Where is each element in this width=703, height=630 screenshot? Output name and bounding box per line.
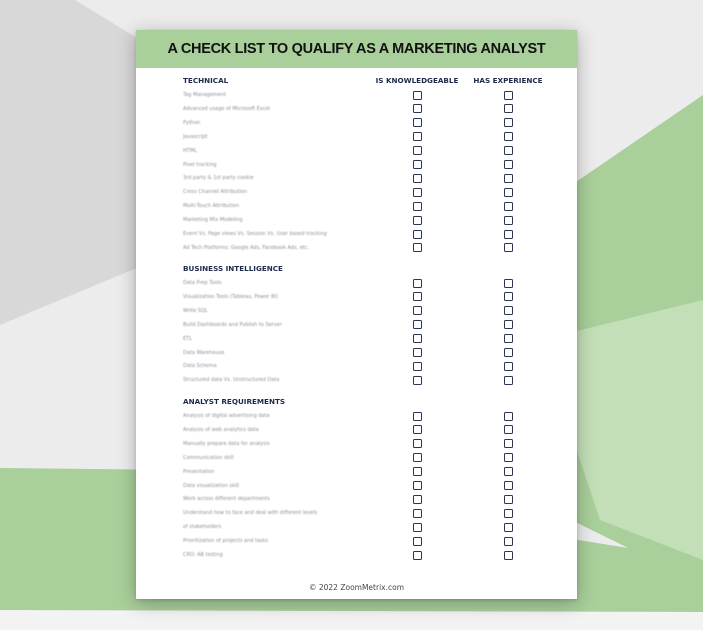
knowledgeable-checkbox[interactable]	[413, 146, 422, 155]
list-item: Data Prep Tools	[183, 280, 222, 286]
knowledgeable-checkbox[interactable]	[413, 481, 422, 490]
knowledgeable-checkbox[interactable]	[413, 453, 422, 462]
list-item: Data Schema	[183, 363, 217, 370]
experience-checkbox[interactable]	[504, 132, 513, 141]
list-item: Communication skill	[183, 454, 234, 461]
knowledgeable-checkbox[interactable]	[413, 279, 422, 288]
experience-checkbox[interactable]	[504, 467, 513, 476]
list-item: Presentation	[183, 468, 215, 475]
experience-checkbox[interactable]	[504, 188, 513, 197]
knowledgeable-checkbox[interactable]	[413, 230, 422, 239]
checklist-sheet	[136, 30, 577, 599]
section-title: ANALYST REQUIREMENTS	[183, 397, 286, 406]
knowledgeable-checkbox[interactable]	[413, 243, 422, 252]
list-item: Data visualization skill	[183, 482, 240, 489]
list-item: Tag Management	[183, 92, 226, 98]
experience-checkbox[interactable]	[504, 174, 513, 183]
list-item: Work across different departments	[183, 496, 270, 503]
list-item: Data Warehouse	[183, 349, 225, 356]
list-item: 3rd party & 1st party cookie	[183, 175, 254, 182]
experience-checkbox[interactable]	[504, 334, 513, 343]
knowledgeable-checkbox[interactable]	[413, 174, 422, 183]
list-item: Build Dashboards and Publish to Server	[183, 321, 282, 328]
knowledgeable-checkbox[interactable]	[413, 202, 422, 211]
knowledgeable-checkbox[interactable]	[413, 188, 422, 197]
knowledgeable-checkbox[interactable]	[413, 523, 422, 532]
page-title: A CHECK LIST TO QUALIFY AS A MARKETING ANALYST	[167, 41, 546, 57]
experience-checkbox[interactable]	[504, 481, 513, 490]
experience-checkbox[interactable]	[504, 91, 513, 100]
experience-checkbox[interactable]	[504, 216, 513, 225]
knowledgeable-checkbox[interactable]	[413, 160, 422, 169]
knowledgeable-checkbox[interactable]	[413, 292, 422, 301]
knowledgeable-checkbox[interactable]	[413, 104, 422, 113]
knowledgeable-checkbox[interactable]	[413, 306, 422, 315]
knowledgeable-checkbox[interactable]	[413, 348, 422, 357]
list-item: Multi-Touch Attribution	[183, 203, 240, 210]
experience-checkbox[interactable]	[504, 306, 513, 315]
experience-checkbox[interactable]	[504, 551, 513, 560]
list-item: ETL	[183, 335, 192, 342]
experience-checkbox[interactable]	[504, 537, 513, 546]
list-item: Write SQL	[183, 307, 208, 314]
knowledgeable-checkbox[interactable]	[413, 509, 422, 518]
knowledgeable-checkbox[interactable]	[413, 537, 422, 546]
column-header-experience: HAS EXPERIENCE	[473, 76, 543, 85]
list-item: Analysis of digital advertising data	[183, 413, 270, 419]
knowledgeable-checkbox[interactable]	[413, 132, 422, 141]
experience-checkbox[interactable]	[504, 412, 513, 421]
list-item: Structured data Vs. Unstructured Data	[183, 377, 280, 384]
list-item: Advanced usage of Microsoft Excel	[183, 105, 270, 112]
column-header-knowledgeable: IS KNOWLEDGEABLE	[375, 76, 459, 85]
experience-checkbox[interactable]	[504, 146, 513, 155]
experience-checkbox[interactable]	[504, 160, 513, 169]
list-item: Javascript	[183, 133, 208, 140]
experience-checkbox[interactable]	[504, 348, 513, 357]
experience-checkbox[interactable]	[504, 243, 513, 252]
list-item: Marketing Mix Modeling	[183, 217, 243, 224]
experience-checkbox[interactable]	[504, 376, 513, 385]
list-item: Event Vs. Page views Vs. Session Vs. User based tracking	[183, 231, 327, 237]
experience-checkbox[interactable]	[504, 439, 513, 448]
knowledgeable-checkbox[interactable]	[413, 216, 422, 225]
section-title: BUSINESS INTELLIGENCE	[183, 264, 283, 273]
experience-checkbox[interactable]	[504, 523, 513, 532]
knowledgeable-checkbox[interactable]	[413, 425, 422, 434]
experience-checkbox[interactable]	[504, 104, 513, 113]
experience-checkbox[interactable]	[504, 425, 513, 434]
knowledgeable-checkbox[interactable]	[413, 467, 422, 476]
list-item: HTML	[183, 147, 197, 154]
list-item: Pixel tracking	[183, 161, 217, 168]
footer-copyright: © 2022 ZoomMetrix.com	[308, 583, 404, 592]
list-item: Ad Tech Platforms: Google Ads, Facebook Ads, etc.	[183, 244, 310, 251]
knowledgeable-checkbox[interactable]	[413, 439, 422, 448]
experience-checkbox[interactable]	[504, 320, 513, 329]
list-item: Python	[183, 119, 201, 126]
experience-checkbox[interactable]	[504, 279, 513, 288]
knowledgeable-checkbox[interactable]	[413, 334, 422, 343]
list-item: CRO: AB testing	[183, 552, 223, 558]
knowledgeable-checkbox[interactable]	[413, 362, 422, 371]
list-item: Cross Channel Attribution	[183, 189, 248, 196]
experience-checkbox[interactable]	[504, 362, 513, 371]
experience-checkbox[interactable]	[504, 495, 513, 504]
list-item: Analysis of web analytics data	[183, 426, 259, 433]
knowledgeable-checkbox[interactable]	[413, 91, 422, 100]
list-item: Visualization Tools (Tableau, Power BI)	[183, 293, 278, 300]
experience-checkbox[interactable]	[504, 292, 513, 301]
knowledgeable-checkbox[interactable]	[413, 412, 422, 421]
list-item: Understand how to face and deal with different levels	[183, 510, 318, 517]
list-item: Prioritization of projects and tasks	[183, 538, 269, 545]
knowledgeable-checkbox[interactable]	[413, 118, 422, 127]
knowledgeable-checkbox[interactable]	[413, 320, 422, 329]
section-title: TECHNICAL	[183, 76, 229, 85]
list-item: Manually prepare data for analysis	[183, 440, 270, 447]
experience-checkbox[interactable]	[504, 202, 513, 211]
list-item: of stakeholders	[183, 524, 222, 531]
knowledgeable-checkbox[interactable]	[413, 551, 422, 560]
knowledgeable-checkbox[interactable]	[413, 495, 422, 504]
knowledgeable-checkbox[interactable]	[413, 376, 422, 385]
experience-checkbox[interactable]	[504, 453, 513, 462]
experience-checkbox[interactable]	[504, 118, 513, 127]
experience-checkbox[interactable]	[504, 509, 513, 518]
experience-checkbox[interactable]	[504, 230, 513, 239]
title-banner	[136, 30, 577, 68]
